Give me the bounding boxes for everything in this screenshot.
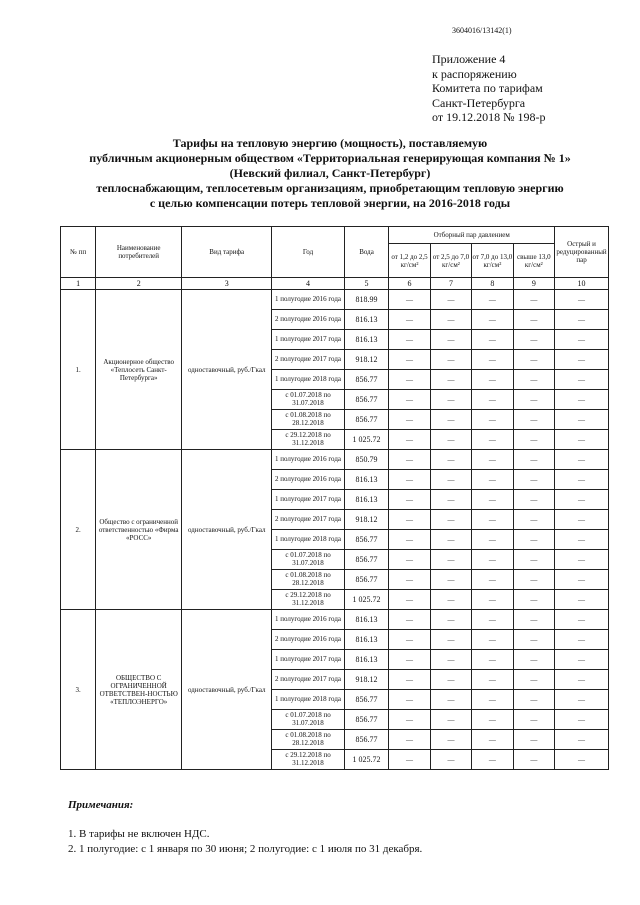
- empty-dash-cell: —: [472, 370, 513, 390]
- water-tariff-value: 856.77: [344, 710, 389, 730]
- empty-dash-cell: —: [513, 470, 554, 490]
- empty-dash-cell: —: [513, 570, 554, 590]
- period-cell: с 01.07.2018 по 31.07.2018: [272, 710, 345, 730]
- empty-dash-cell: —: [389, 590, 430, 610]
- consumer-name: Акционерное общество «Теплосеть Санкт-Петербурга»: [96, 290, 182, 450]
- header-steam-group: Отборный пар давлением: [389, 227, 555, 244]
- title-line: (Невский филиал, Санкт-Петербург): [229, 166, 431, 180]
- empty-dash-cell: —: [555, 590, 609, 610]
- empty-dash-cell: —: [430, 510, 471, 530]
- empty-dash-cell: —: [389, 450, 430, 470]
- appendix-line: от 19.12.2018 № 198-р: [432, 110, 546, 124]
- empty-dash-cell: —: [389, 530, 430, 550]
- empty-dash-cell: —: [472, 750, 513, 770]
- empty-dash-cell: —: [513, 290, 554, 310]
- empty-dash-cell: —: [555, 650, 609, 670]
- empty-dash-cell: —: [513, 750, 554, 770]
- tariff-type: одноставочный, руб./Гкал: [182, 610, 272, 770]
- empty-dash-cell: —: [472, 490, 513, 510]
- water-tariff-value: 816.13: [344, 490, 389, 510]
- row-number: 2.: [61, 450, 96, 610]
- empty-dash-cell: —: [513, 530, 554, 550]
- period-cell: 2 полугодие 2016 года: [272, 310, 345, 330]
- empty-dash-cell: —: [472, 510, 513, 530]
- empty-dash-cell: —: [430, 730, 471, 750]
- empty-dash-cell: —: [472, 590, 513, 610]
- title-line: теплоснабжающим, теплосетевым организациям, приобретающим тепловую энергию: [96, 181, 564, 195]
- empty-dash-cell: —: [472, 730, 513, 750]
- period-cell: с 01.08.2018 по 28.12.2018: [272, 730, 345, 750]
- empty-dash-cell: —: [472, 670, 513, 690]
- empty-dash-cell: —: [389, 290, 430, 310]
- empty-dash-cell: —: [472, 710, 513, 730]
- water-tariff-value: 816.13: [344, 330, 389, 350]
- empty-dash-cell: —: [513, 550, 554, 570]
- tariff-table: [60, 226, 609, 770]
- appendix-block: [432, 52, 546, 125]
- empty-dash-cell: —: [555, 490, 609, 510]
- appendix-line: Санкт-Петербурга: [432, 95, 526, 110]
- empty-dash-cell: —: [555, 310, 609, 330]
- period-cell: с 01.08.2018 по 28.12.2018: [272, 410, 345, 430]
- column-number: 8: [472, 278, 513, 290]
- empty-dash-cell: —: [389, 750, 430, 770]
- appendix-line: Комитета по тарифам: [432, 81, 543, 95]
- water-tariff-value: 856.77: [344, 390, 389, 410]
- empty-dash-cell: —: [513, 370, 554, 390]
- water-tariff-value: 816.13: [344, 630, 389, 650]
- table-row: [61, 450, 609, 470]
- empty-dash-cell: —: [389, 610, 430, 630]
- title-line: Тарифы на тепловую энергию (мощность), поставляемую: [172, 136, 488, 150]
- water-tariff-value: 818.99: [344, 290, 389, 310]
- empty-dash-cell: —: [389, 470, 430, 490]
- empty-dash-cell: —: [430, 750, 471, 770]
- table-row: [61, 610, 609, 630]
- empty-dash-cell: —: [555, 370, 609, 390]
- empty-dash-cell: —: [430, 650, 471, 670]
- empty-dash-cell: —: [472, 350, 513, 370]
- empty-dash-cell: —: [513, 330, 554, 350]
- empty-dash-cell: —: [472, 310, 513, 330]
- row-number: 3.: [61, 610, 96, 770]
- empty-dash-cell: —: [389, 390, 430, 410]
- column-numbers-row: [61, 278, 609, 290]
- header-reduced-steam: Острый и редуцированный пар: [555, 227, 609, 278]
- water-tariff-value: 856.77: [344, 410, 389, 430]
- empty-dash-cell: —: [389, 630, 430, 650]
- empty-dash-cell: —: [430, 590, 471, 610]
- column-number: 3: [182, 278, 272, 290]
- period-cell: 1 полугодие 2016 года: [272, 450, 345, 470]
- period-cell: с 01.08.2018 по 28.12.2018: [272, 570, 345, 590]
- empty-dash-cell: —: [472, 690, 513, 710]
- notes-section: [68, 798, 422, 857]
- empty-dash-cell: —: [555, 430, 609, 450]
- empty-dash-cell: —: [430, 530, 471, 550]
- empty-dash-cell: —: [430, 370, 471, 390]
- water-tariff-value: 918.12: [344, 350, 389, 370]
- period-cell: 1 полугодие 2017 года: [272, 330, 345, 350]
- water-tariff-value: 856.77: [344, 530, 389, 550]
- empty-dash-cell: —: [472, 610, 513, 630]
- empty-dash-cell: —: [555, 710, 609, 730]
- empty-dash-cell: —: [430, 550, 471, 570]
- empty-dash-cell: —: [389, 650, 430, 670]
- period-cell: 1 полугодие 2017 года: [272, 490, 345, 510]
- appendix-line: к распоряжению: [432, 66, 517, 81]
- empty-dash-cell: —: [472, 450, 513, 470]
- period-cell: 1 полугодие 2018 года: [272, 530, 345, 550]
- empty-dash-cell: —: [389, 310, 430, 330]
- tariff-type: одноставочный, руб./Гкал: [182, 450, 272, 610]
- header-year: Год: [272, 227, 345, 278]
- water-tariff-value: 816.13: [344, 610, 389, 630]
- period-cell: с 01.07.2018 по 31.07.2018: [272, 390, 345, 410]
- column-number: 6: [389, 278, 430, 290]
- empty-dash-cell: —: [389, 410, 430, 430]
- empty-dash-cell: —: [430, 490, 471, 510]
- column-number: 2: [96, 278, 182, 290]
- water-tariff-value: 918.12: [344, 510, 389, 530]
- column-number: 9: [513, 278, 554, 290]
- empty-dash-cell: —: [472, 330, 513, 350]
- note-item: 2. 1 полугодие: с 1 января по 30 июня; 2 полугодие: с 1 июля по 31 декабря.: [68, 843, 423, 855]
- empty-dash-cell: —: [513, 590, 554, 610]
- empty-dash-cell: —: [555, 350, 609, 370]
- period-cell: с 01.07.2018 по 31.07.2018: [272, 550, 345, 570]
- header-no: № пп: [61, 227, 96, 278]
- empty-dash-cell: —: [513, 490, 554, 510]
- water-tariff-value: 856.77: [344, 570, 389, 590]
- empty-dash-cell: —: [389, 570, 430, 590]
- water-tariff-value: 918.12: [344, 670, 389, 690]
- empty-dash-cell: —: [555, 330, 609, 350]
- period-cell: 2 полугодие 2016 года: [272, 470, 345, 490]
- appendix-line: Приложение 4: [432, 52, 506, 66]
- empty-dash-cell: —: [472, 570, 513, 590]
- empty-dash-cell: —: [513, 670, 554, 690]
- empty-dash-cell: —: [513, 350, 554, 370]
- empty-dash-cell: —: [472, 630, 513, 650]
- empty-dash-cell: —: [513, 510, 554, 530]
- header-tariff-type: Вид тарифа: [182, 227, 272, 278]
- empty-dash-cell: —: [513, 630, 554, 650]
- period-cell: с 29.12.2018 по 31.12.2018: [272, 430, 345, 450]
- empty-dash-cell: —: [430, 350, 471, 370]
- period-cell: 1 полугодие 2018 года: [272, 690, 345, 710]
- empty-dash-cell: —: [513, 450, 554, 470]
- empty-dash-cell: —: [430, 290, 471, 310]
- header-steam-1: от 1,2 до 2,5 кг/см²: [389, 244, 430, 278]
- period-cell: 2 полугодие 2017 года: [272, 510, 345, 530]
- consumer-name: Общество с ограниченной ответственностью «Фирма «РОСС»: [96, 450, 182, 610]
- period-cell: 1 полугодие 2018 года: [272, 370, 345, 390]
- empty-dash-cell: —: [472, 530, 513, 550]
- empty-dash-cell: —: [513, 650, 554, 670]
- empty-dash-cell: —: [430, 410, 471, 430]
- water-tariff-value: 816.13: [344, 470, 389, 490]
- period-cell: 2 полугодие 2016 года: [272, 630, 345, 650]
- empty-dash-cell: —: [430, 670, 471, 690]
- period-cell: 1 полугодие 2017 года: [272, 650, 345, 670]
- empty-dash-cell: —: [513, 710, 554, 730]
- period-cell: с 29.12.2018 по 31.12.2018: [272, 590, 345, 610]
- column-number: 1: [61, 278, 96, 290]
- empty-dash-cell: —: [430, 430, 471, 450]
- empty-dash-cell: —: [555, 570, 609, 590]
- empty-dash-cell: —: [430, 710, 471, 730]
- empty-dash-cell: —: [430, 450, 471, 470]
- empty-dash-cell: —: [555, 630, 609, 650]
- column-number: 5: [344, 278, 389, 290]
- row-number: 1.: [61, 290, 96, 450]
- empty-dash-cell: —: [472, 290, 513, 310]
- empty-dash-cell: —: [389, 690, 430, 710]
- period-cell: 1 полугодие 2016 года: [272, 290, 345, 310]
- water-tariff-value: 856.77: [344, 690, 389, 710]
- empty-dash-cell: —: [472, 390, 513, 410]
- empty-dash-cell: —: [389, 330, 430, 350]
- empty-dash-cell: —: [389, 550, 430, 570]
- empty-dash-cell: —: [389, 670, 430, 690]
- header-consumer: Наименование потребителей: [96, 227, 182, 278]
- period-cell: 1 полугодие 2016 года: [272, 610, 345, 630]
- water-tariff-value: 856.77: [344, 730, 389, 750]
- notes-title: Примечания:: [68, 799, 134, 811]
- water-tariff-value: 1 025.72: [344, 750, 389, 770]
- empty-dash-cell: —: [555, 290, 609, 310]
- empty-dash-cell: —: [513, 430, 554, 450]
- header-steam-2: от 2,5 до 7,0 кг/см²: [430, 244, 471, 278]
- water-tariff-value: 816.13: [344, 650, 389, 670]
- water-tariff-value: 1 025.72: [344, 590, 389, 610]
- empty-dash-cell: —: [555, 550, 609, 570]
- empty-dash-cell: —: [472, 410, 513, 430]
- document-number: 3604016/13142(1): [452, 26, 512, 35]
- water-tariff-value: 850.79: [344, 450, 389, 470]
- header-steam-4: свыше 13,0 кг/см²: [513, 244, 554, 278]
- water-tariff-value: 856.77: [344, 370, 389, 390]
- note-item: 1. В тарифы не включен НДС.: [68, 828, 210, 840]
- period-cell: с 29.12.2018 по 31.12.2018: [272, 750, 345, 770]
- empty-dash-cell: —: [389, 370, 430, 390]
- empty-dash-cell: —: [430, 570, 471, 590]
- header-water: Вода: [344, 227, 389, 278]
- consumer-name: ОБЩЕСТВО С ОГРАНИЧЕННОЙ ОТВЕТСТВЕН-НОСТЬЮ «ТЕПЛОЭНЕРГО»: [96, 610, 182, 770]
- column-number: 10: [555, 278, 609, 290]
- empty-dash-cell: —: [513, 390, 554, 410]
- empty-dash-cell: —: [555, 510, 609, 530]
- empty-dash-cell: —: [389, 490, 430, 510]
- period-cell: 2 полугодие 2017 года: [272, 670, 345, 690]
- empty-dash-cell: —: [472, 430, 513, 450]
- empty-dash-cell: —: [513, 610, 554, 630]
- empty-dash-cell: —: [555, 390, 609, 410]
- tariff-table-body: [61, 290, 609, 770]
- title-line: с целью компенсации потерь тепловой энергии, на 2016-2018 годы: [149, 196, 511, 210]
- empty-dash-cell: —: [555, 730, 609, 750]
- empty-dash-cell: —: [555, 530, 609, 550]
- empty-dash-cell: —: [555, 750, 609, 770]
- empty-dash-cell: —: [430, 690, 471, 710]
- empty-dash-cell: —: [472, 550, 513, 570]
- empty-dash-cell: —: [430, 390, 471, 410]
- empty-dash-cell: —: [513, 730, 554, 750]
- empty-dash-cell: —: [430, 630, 471, 650]
- empty-dash-cell: —: [389, 510, 430, 530]
- water-tariff-value: 856.77: [344, 550, 389, 570]
- tariff-type: одноставочный, руб./Гкал: [182, 290, 272, 450]
- title-line: публичным акционерным обществом «Территориальная генерирующая компания № 1»: [89, 151, 571, 165]
- empty-dash-cell: —: [555, 470, 609, 490]
- empty-dash-cell: —: [555, 690, 609, 710]
- water-tariff-value: 816.13: [344, 310, 389, 330]
- empty-dash-cell: —: [555, 670, 609, 690]
- document-title: [40, 136, 620, 211]
- empty-dash-cell: —: [430, 470, 471, 490]
- empty-dash-cell: —: [389, 730, 430, 750]
- empty-dash-cell: —: [472, 650, 513, 670]
- empty-dash-cell: —: [555, 410, 609, 430]
- empty-dash-cell: —: [555, 610, 609, 630]
- empty-dash-cell: —: [389, 430, 430, 450]
- table-row: [61, 290, 609, 310]
- column-number: 7: [430, 278, 471, 290]
- empty-dash-cell: —: [555, 450, 609, 470]
- empty-dash-cell: —: [513, 410, 554, 430]
- column-number: 4: [272, 278, 345, 290]
- period-cell: 2 полугодие 2017 года: [272, 350, 345, 370]
- empty-dash-cell: —: [472, 470, 513, 490]
- empty-dash-cell: —: [430, 610, 471, 630]
- empty-dash-cell: —: [389, 710, 430, 730]
- empty-dash-cell: —: [389, 350, 430, 370]
- header-steam-3: от 7,0 до 13,0 кг/см²: [472, 244, 513, 278]
- empty-dash-cell: —: [513, 690, 554, 710]
- empty-dash-cell: —: [513, 310, 554, 330]
- empty-dash-cell: —: [430, 330, 471, 350]
- water-tariff-value: 1 025.72: [344, 430, 389, 450]
- empty-dash-cell: —: [430, 310, 471, 330]
